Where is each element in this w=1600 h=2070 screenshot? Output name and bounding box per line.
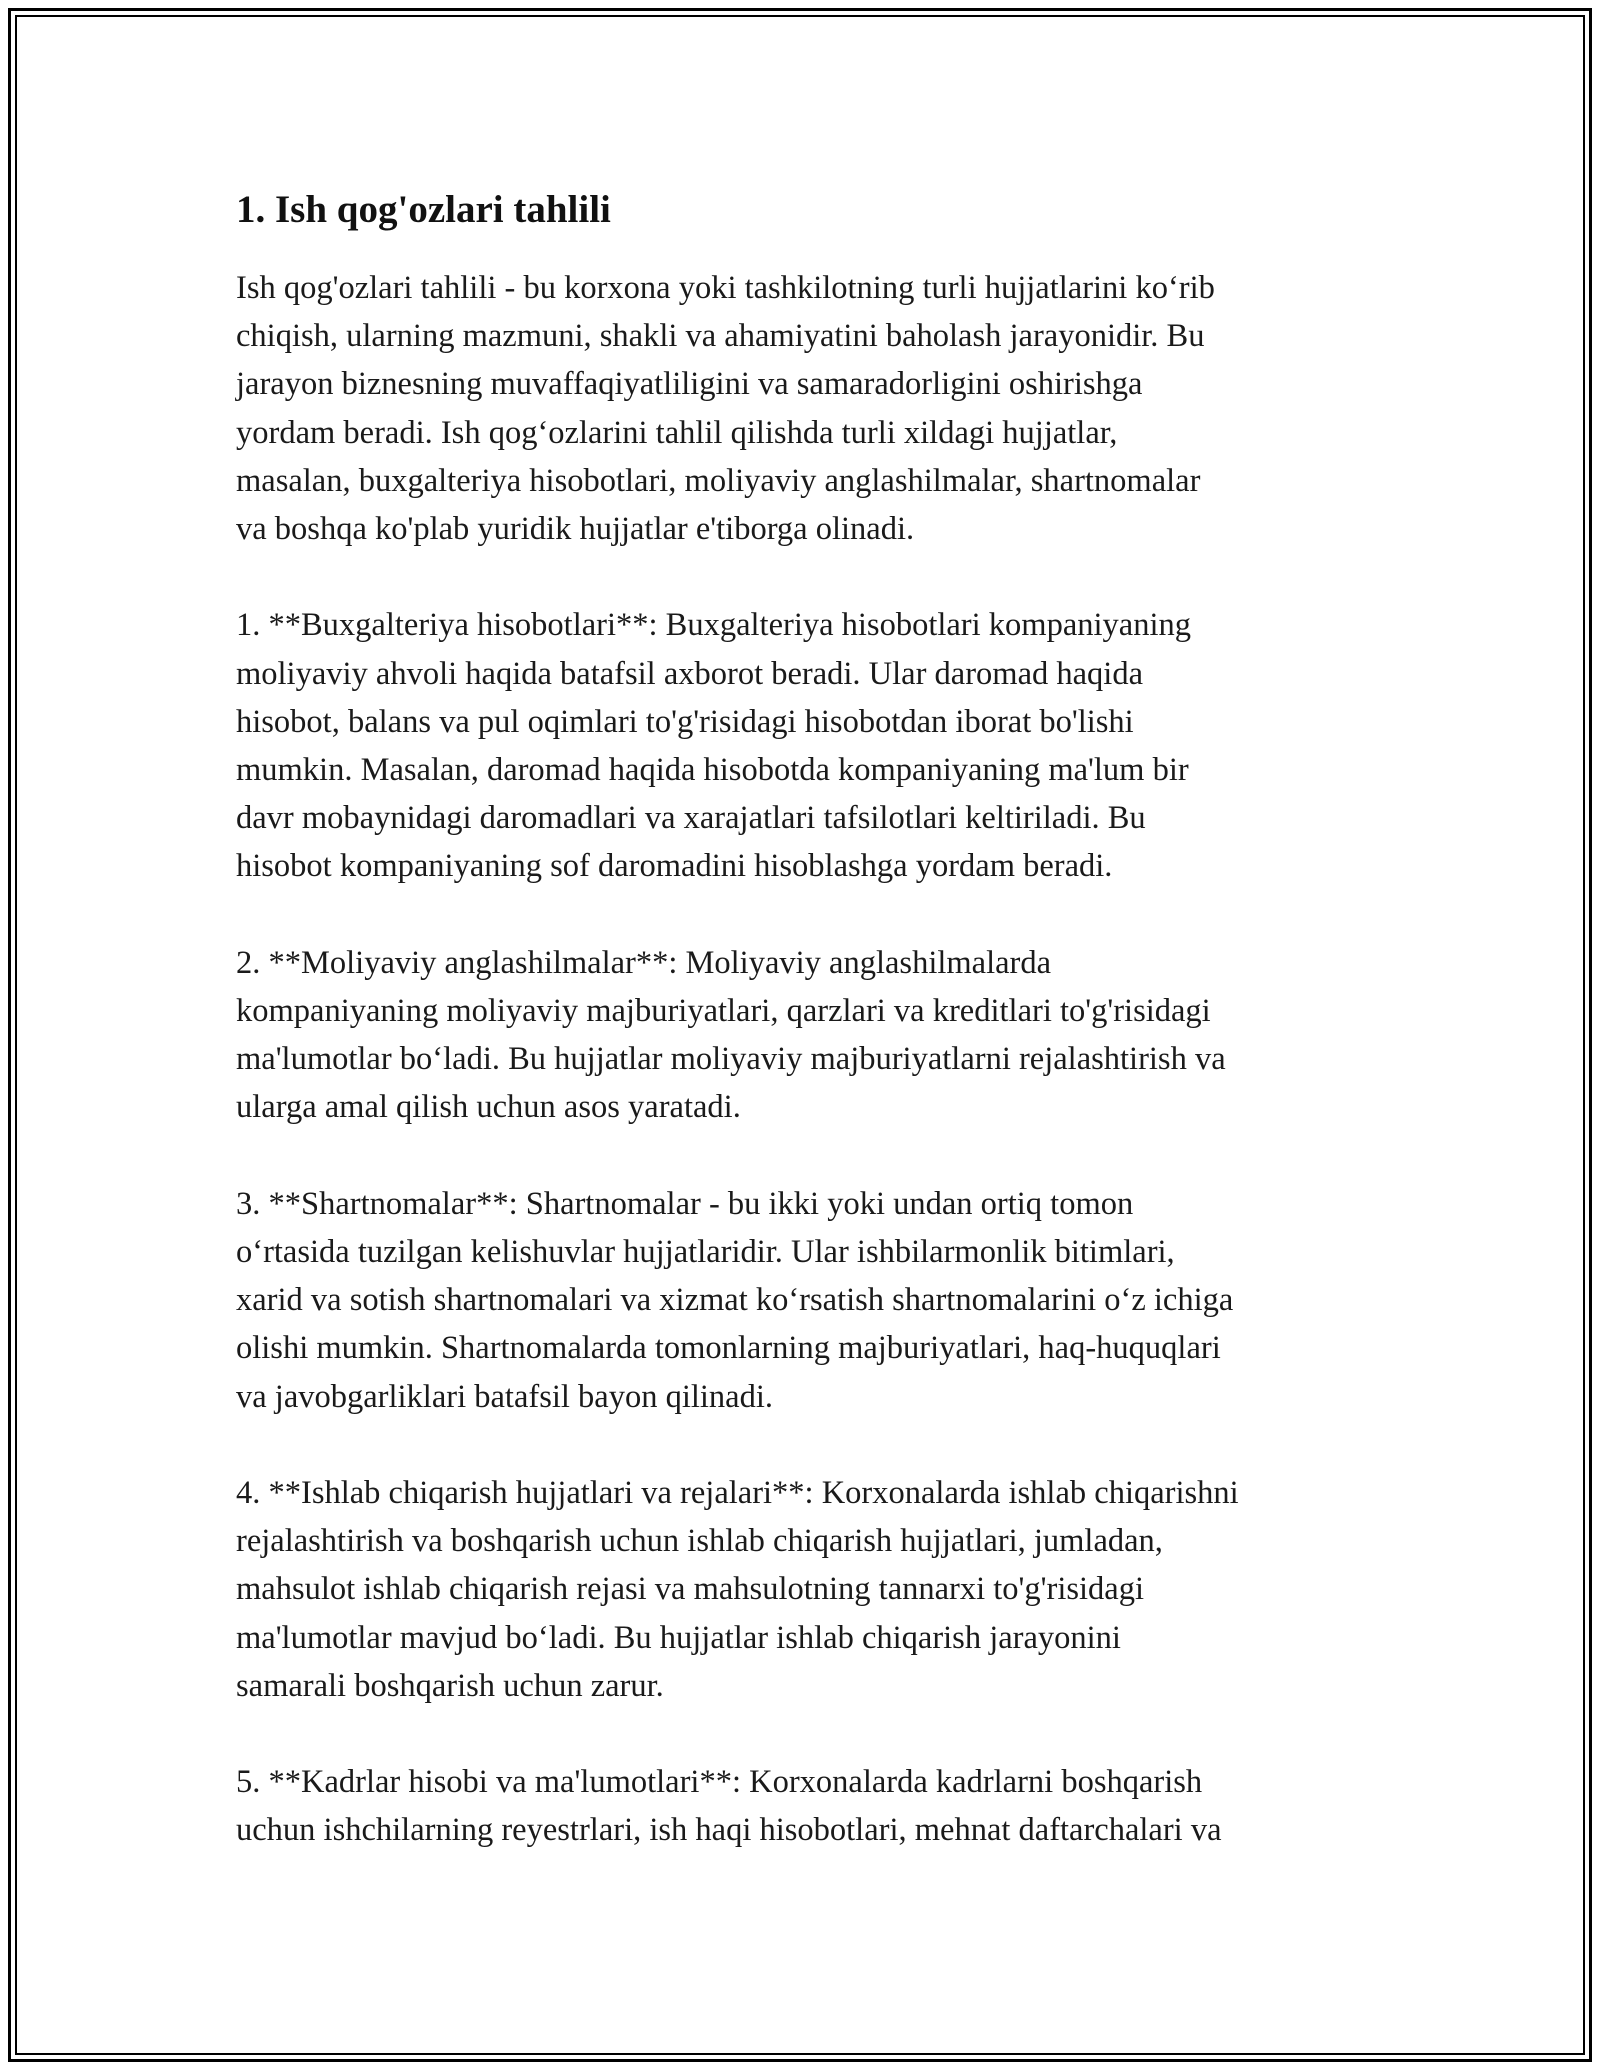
text-line: hisobot, balans va pul oqimlari to'g'risidagi hisobotdan iborat bo'lishi [236, 703, 1134, 740]
text-line: ma'lumotlar bo‘ladi. Bu hujjatlar moliyaviy majburiyatlarni rejalashtirish va [236, 1041, 1226, 1078]
text-line: xarid va sotish shartnomalari va xizmat ko‘rsatish shartnomalarini o‘z ichiga [236, 1282, 1234, 1319]
text-line: 4. **Ishlab chiqarish hujjatlari va rejalari**: Korxonalarda ishlab chiqarishni [236, 1475, 1239, 1512]
text-line: hisobot kompaniyaning sof daromadini hisoblashga yordam beradi. [236, 848, 1113, 885]
text-line: o‘rtasida tuzilgan kelishuvlar hujjatlaridir. Ular ishbilarmonlik bitimlari, [236, 1234, 1175, 1271]
text-line: yordam beradi. Ish qog‘ozlarini tahlil qilishda turli xildagi hujjatlar, [236, 414, 1118, 451]
paragraph-list [236, 264, 1376, 1855]
text-line: chiqish, ularning mazmuni, shakli va ahamiyatini baholash jarayonidir. Bu [236, 318, 1205, 355]
paragraph [236, 601, 1376, 890]
text-line: rejalashtirish va boshqarish uchun ishlab chiqarish hujjatlari, jumladan, [236, 1523, 1163, 1560]
text-line: 1. **Buxgalteriya hisobotlari**: Buxgalteriya hisobotlari kompaniyaning [236, 607, 1191, 644]
text-line: moliyaviy ahvoli haqida batafsil axborot beradi. Ular daromad haqida [236, 655, 1144, 692]
text-line: davr mobaynidagi daromadlari va xarajatlari tafsilotlari keltiriladi. Bu [236, 800, 1146, 837]
text-line: masalan, buxgalteriya hisobotlari, moliyaviy anglashilmalar, shartnomalar [236, 462, 1201, 499]
paragraph [236, 264, 1376, 553]
paragraph [236, 939, 1376, 1132]
paragraph [236, 1469, 1376, 1710]
text-line: olishi mumkin. Shartnomalarda tomonlarning majburiyatlari, haq-huquqlari [236, 1330, 1221, 1367]
text-line: 2. **Moliyaviy anglashilmalar**: Moliyaviy anglashilmalarda [236, 944, 1052, 981]
text-line: 5. **Kadrlar hisobi va ma'lumotlari**: Korxonalarda kadrlarni boshqarish [236, 1764, 1203, 1801]
document-body [236, 186, 1376, 1903]
text-line: mahsulot ishlab chiqarish rejasi va mahsulotning tannarxi to'g'risidagi [236, 1571, 1145, 1608]
paragraph [236, 1758, 1376, 1854]
text-line: samarali boshqarish uchun zarur. [236, 1667, 664, 1704]
text-line: va boshqa ko'plab yuridik hujjatlar e'tiborga olinadi. [236, 511, 915, 548]
document-title: 1. Ish qog'ozlari tahlili [236, 188, 611, 231]
text-line: ma'lumotlar mavjud bo‘ladi. Bu hujjatlar ishlab chiqarish jarayonini [236, 1619, 1121, 1656]
text-line: kompaniyaning moliyaviy majburiyatlari, qarzlari va kreditlari to'g'risidagi [236, 993, 1211, 1030]
text-line: Ish qog'ozlari tahlili - bu korxona yoki tashkilotning turli hujjatlarini ko‘rib [236, 270, 1215, 306]
text-line: 3. **Shartnomalar**: Shartnomalar - bu ikki yoki undan ortiq tomon [236, 1185, 1134, 1222]
text-line: va javobgarliklari batafsil bayon qilinadi. [236, 1378, 773, 1415]
text-line: mumkin. Masalan, daromad haqida hisobotda kompaniyaning ma'lum bir [236, 752, 1189, 789]
text-line: jarayon biznesning muvaffaqiyatliligini va samaradorligini oshirishga [236, 366, 1143, 403]
text-line: uchun ishchilarning reyestrlari, ish haqi hisobotlari, mehnat daftarchalari va [236, 1812, 1222, 1849]
text-line: ularga amal qilish uchun asos yaratadi. [236, 1089, 741, 1126]
paragraph [236, 1180, 1376, 1421]
